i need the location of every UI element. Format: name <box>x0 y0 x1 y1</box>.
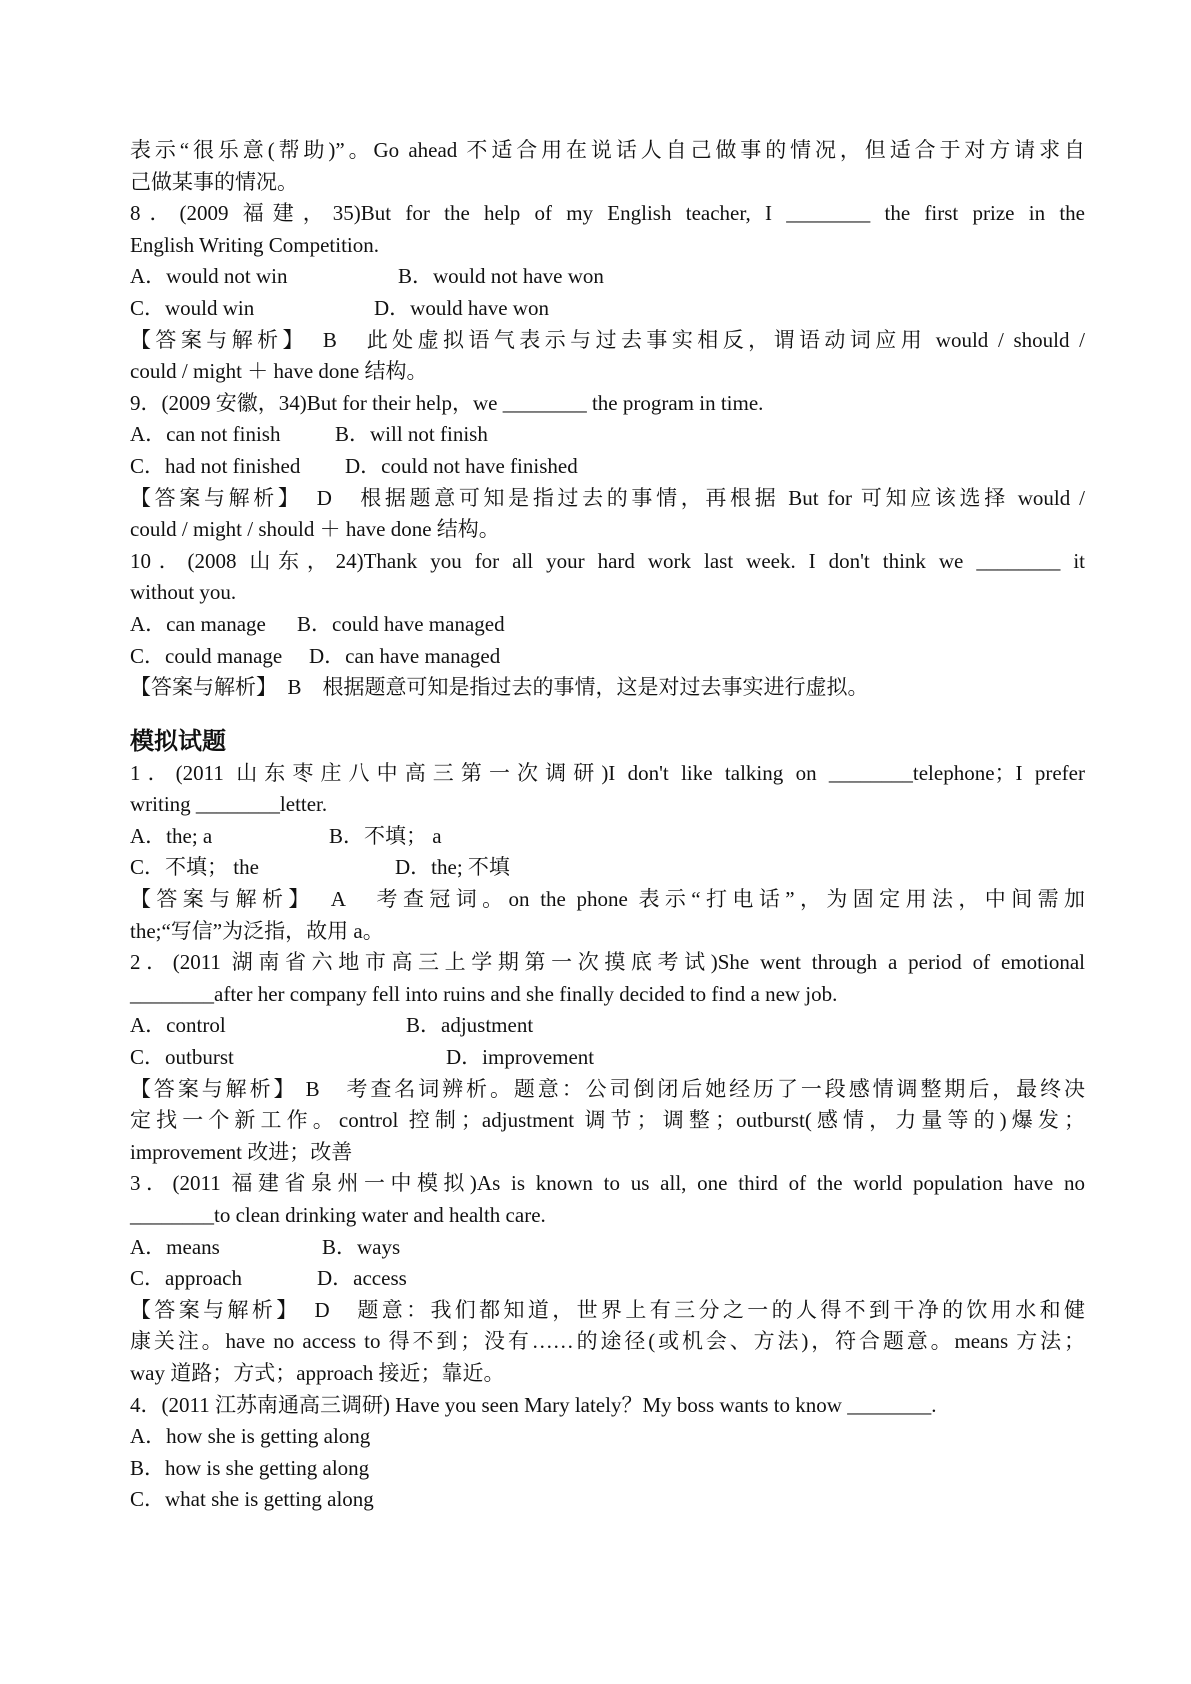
sim-question-3-stem: ________to clean drinking water and health care. <box>130 1203 546 1227</box>
section-title: 模拟试题 <box>130 726 226 755</box>
question-10-options-row <box>130 641 1085 673</box>
answer-explanation: 定找一个新工作。control 控制；adjustment 调节；调整；outburst(感情，力量等的)爆发； <box>130 1108 1086 1133</box>
sim-question-2-stem: 2．(2011 湖南省六地市高三上学期第一次摸底考试)She went through a period of emotional <box>130 950 1085 975</box>
sim-question-1-stem: 1．(2011 山东枣庄八中高三第一次调研)I don't like talking on ________telephone；I prefer <box>130 760 1085 785</box>
answer-explanation: could / might / should ＋ have done 结构。 <box>130 517 500 542</box>
answer-explanation: 【答案与解析】 B 根据题意可知是指过去的事情，这是对过去事实进行虚拟。 <box>130 675 869 700</box>
option-a: A．would not win <box>130 264 288 289</box>
sim-question-2-options-row <box>130 1042 1085 1074</box>
question-10-stem: without you. <box>130 580 237 605</box>
option-a: A．can manage <box>130 611 266 636</box>
option-b: B．would not have won <box>398 264 604 289</box>
option-d: D．would have won <box>374 295 549 320</box>
question-8-options-row <box>130 261 1085 293</box>
option-a: A．the; a <box>130 823 213 848</box>
sim-question-2-stem: ________after her company fell into ruins and she finally decided to find a new job. <box>130 981 838 1006</box>
question-9-stem: 9．(2009 安徽，34)But for their help，we ________ the program in time. <box>130 390 764 415</box>
question-8-stem: 8．(2009 福建，35)But for the help of my English teacher, I ________ the first prize in the <box>130 201 1085 226</box>
option-c: C．outburst <box>130 1045 234 1070</box>
question-9-options-row <box>130 451 1085 483</box>
sim-question-3-options-row <box>130 1232 1085 1264</box>
option-c: C．what she is getting along <box>130 1487 374 1512</box>
question-8-stem: English Writing Competition. <box>130 232 380 257</box>
option-d: D．improvement <box>446 1045 595 1070</box>
option-d: D．can have managed <box>309 643 501 668</box>
sim-question-4-stem: 4．(2011 江苏南通高三调研) Have you seen Mary lately？My boss wants to know ________. <box>130 1392 937 1417</box>
answer-explanation: 【答案与解析】 D 题意：我们都知道，世界上有三分之一的人得不到干净的饮用水和健 <box>130 1297 1085 1322</box>
option-a: A．can not finish <box>130 422 281 447</box>
option-c: C．could manage <box>130 643 283 668</box>
question-8-options-row <box>130 293 1085 325</box>
answer-explanation: 【答案与解析】 B 考查名词辨析。题意：公司倒闭后她经历了一段感情调整期后，最终决 <box>130 1076 1085 1101</box>
question-9-options-row <box>130 419 1085 451</box>
document-page <box>130 135 1085 1516</box>
option-b: B．adjustment <box>406 1013 534 1038</box>
answer-explanation: way 道路；方式；approach 接近；靠近。 <box>130 1360 505 1385</box>
answer-explanation: 【答案与解析】 B 此处虚拟语气表示与过去事实相反，谓语动词应用 would / should / <box>130 327 1085 352</box>
option-d: D．access <box>317 1266 407 1291</box>
option-b: B．will not finish <box>335 422 488 447</box>
intro-line: 表示“很乐意(帮助)”。Go ahead 不适合用在说话人自己做事的情况，但适合于对方请求自 <box>130 138 1085 162</box>
option-c: C．would win <box>130 295 255 320</box>
option-b: B．how is she getting along <box>130 1455 370 1480</box>
sim-question-1-options-row <box>130 852 1085 884</box>
answer-explanation: 【答案与解析】 A 考查冠词。on the phone 表示“打电话”，为固定用法，中间需加 <box>130 887 1085 912</box>
sim-question-3-options-row <box>130 1263 1085 1295</box>
answer-explanation: 康关注。have no access to 得不到；没有……的途径(或机会、方法)，符合题意。means 方法； <box>130 1329 1085 1354</box>
option-c: C．不填； the <box>130 855 259 880</box>
option-a: A．control <box>130 1013 226 1038</box>
answer-explanation: 【答案与解析】 D 根据题意可知是指过去的事情，再根据 But for 可知应该选择 would / <box>130 485 1085 510</box>
option-c: C．had not finished <box>130 453 301 478</box>
answer-explanation: the;“写信”为泛指，故用 a。 <box>130 918 384 943</box>
option-b: B．不填； a <box>329 823 442 848</box>
answer-explanation: could / might ＋ have done 结构。 <box>130 359 428 384</box>
option-d: D．could not have finished <box>345 453 578 478</box>
answer-explanation: improvement 改进；改善 <box>130 1139 353 1164</box>
sim-question-1-options-row <box>130 821 1085 853</box>
option-b: B．ways <box>322 1234 401 1259</box>
option-c: C．approach <box>130 1266 242 1291</box>
question-10-options-row <box>130 609 1085 641</box>
option-a: A．means <box>130 1234 220 1259</box>
intro-line: 己做某事的情况。 <box>130 169 298 194</box>
question-10-stem: 10．(2008 山东，24)Thank you for all your hard work last week. I don't think we ________ it <box>130 548 1085 573</box>
sim-question-3-stem: 3．(2011 福建省泉州一中模拟)As is known to us all, one third of the world population have no <box>130 1171 1085 1196</box>
sim-question-2-options-row <box>130 1010 1085 1042</box>
sim-question-1-stem: writing ________letter. <box>130 792 328 817</box>
option-b: B．could have managed <box>297 611 505 636</box>
option-d: D．the; 不填 <box>395 855 510 880</box>
option-a: A．how she is getting along <box>130 1424 371 1449</box>
